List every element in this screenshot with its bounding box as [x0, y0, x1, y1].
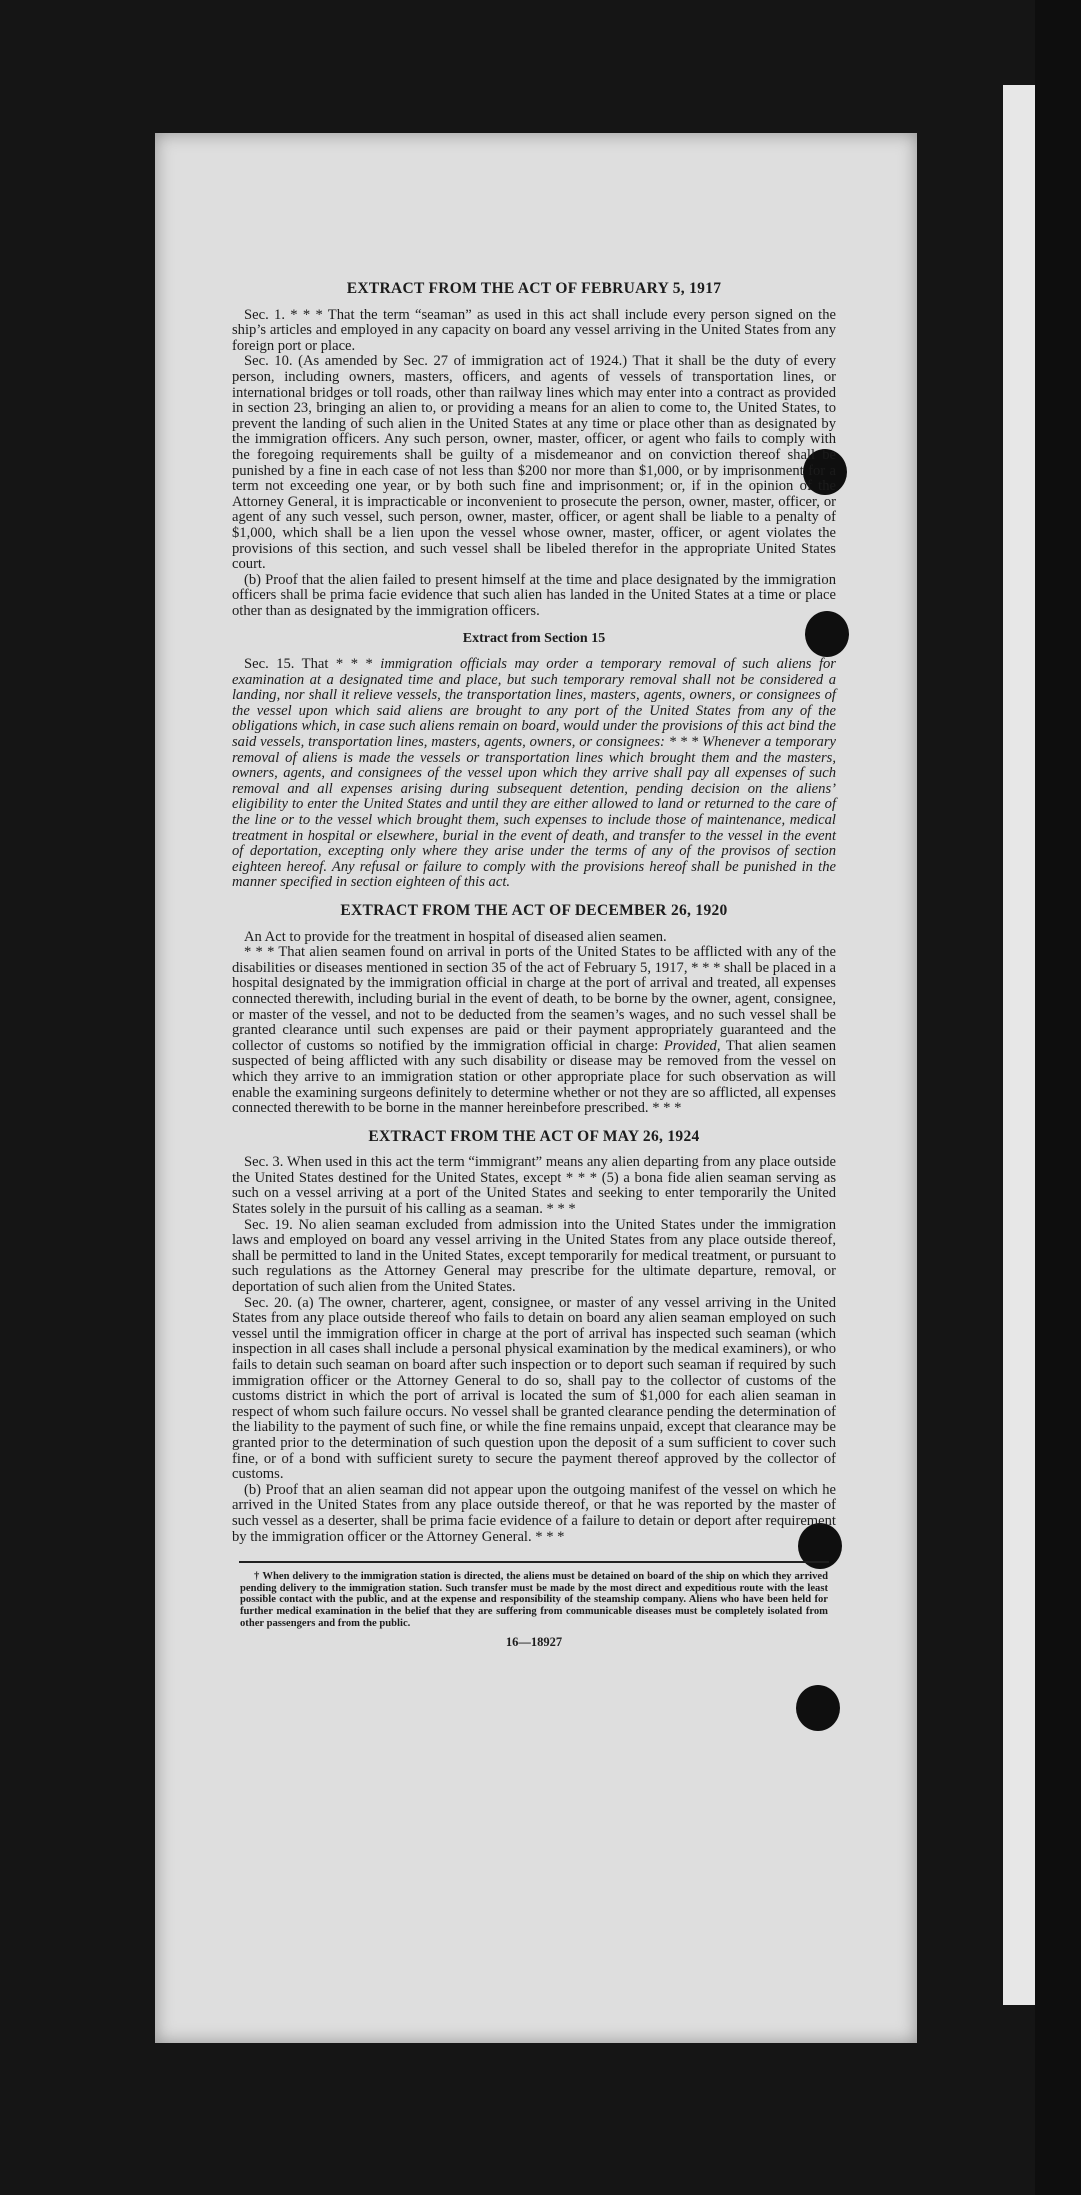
heading-act-1924: EXTRACT FROM THE ACT OF MAY 26, 1924 — [368, 1127, 700, 1145]
sec-15-body: immigration officials may order a temporary removal of such aliens for examination at a designated time and place, but such temporary removal shall not be considered a landing, nor shall it relieve vessels, the transportation lines, masters, agents, owners, or consignees of the vessel upon which said aliens are brought to any port of the United States from any of the obligations which, in case such aliens remain on board, would under the provisions of this act bind the said vessels, transportation lines, masters, agents, owners, or consignees: * * * Whenever a temporary removal of aliens is made the vessels or transportation lines which brought them and the masters, owners, agents, and consignees of the vessel upon which they arrive shall pay all expenses of such removal and all expenses arising during subsequent detention, pending decision on the aliens’ eligibility to enter the United States and until they are either allowed to land or returned to the care of the line or to the vessel which brought them, such expenses to include those of maintenance, medical treatment in hospital or elsewhere, burial in the event of death, and transfer to the vessel in the event of deportation, excepting only where they arise under the terms of any of the provisos of section eighteen hereof. Any refusal or failure to comply with the provisions hereof shall be punished in the manner specified in section eighteen of this act. — [232, 656, 836, 891]
sec-15-lead: Sec. 15. That * * * — [244, 656, 381, 673]
heading-act-1920: EXTRACT FROM THE ACT OF DECEMBER 26, 1920 — [340, 901, 728, 919]
1920-body-a: * * * That alien seamen found on arrival in ports of the United States to be afflicted with any of the disabilities or diseases mentioned in section 35 of the act of February 5, 1917, * * * shall be placed in a hospital designated by the immigration official in charge at the port of arrival and treated, all expenses connected therewith, including burial in the event of death, to be borne by the owner, agent, consignee, or master of the vessel, and not to be deducted from the seamen’s wages, and no such vessel shall be granted clearance until such expenses are paid or their payment appropriately guaranteed and the collector of customs so notified by the immigration official in charge: — [232, 944, 836, 1054]
form-number: 16—18927 — [505, 1635, 563, 1650]
document-sheet — [155, 133, 917, 2043]
footnote-divider — [239, 1561, 829, 1563]
paragraph-1920-body — [232, 945, 836, 1117]
footnote: † When delivery to the immigration station is directed, the aliens must be detained on board of the ship on which they arrived pending delivery to the immigration station. Such transfer must be made by the most direct and expeditious route with the least possible contact with the public, and at the expense and responsibility of the steamship company. Aliens who have been held for further medical examination in the belief that they are suffering from communicable diseases must be completely isolated from other passengers and from the public. — [240, 1571, 828, 1629]
document-text — [232, 281, 836, 1651]
paragraph-1920-title: An Act to provide for the treatment in hospital of diseased alien seamen. — [244, 928, 667, 945]
paragraph-sec-19: Sec. 19. No alien seaman excluded from admission into the United States under the immigration laws and employed on board any vessel arriving in the United States from any place outside thereof, shall be permitted to land in the United States, except temporarily for medical treatment, or pursuant to such regulations as the Attorney General may prescribe for the ultimate departure, removal, or deportation of such alien from the United States. — [232, 1216, 836, 1296]
punch-hole — [796, 1685, 840, 1731]
background-dark-margin — [1035, 0, 1081, 2195]
1920-body-c: That alien seamen suspected of being afflicted with any such disability or disease may be removed from the vessel on which they arrive to an immigration station or other appropriate place for such observation as will enable the examining surgeons definitely to determine whether or not they are so afflicted, all expenses connected therewith to be borne in the manner hereinbefore prescribed. * * * — [232, 1037, 837, 1117]
paragraph-sec-15 — [232, 657, 836, 891]
subheading-section-15: Extract from Section 15 — [462, 631, 606, 647]
paragraph-sec-10b: (b) Proof that the alien failed to present himself at the time and place designated by the immigration officers shall be prima facie evidence that such alien has landed in the United States at a time or place other than as designated by the immigration officers. — [232, 571, 836, 619]
paragraph-sec-20: Sec. 20. (a) The owner, charterer, agent, consignee, or master of any vessel arriving in the United States from any place outside thereof who fails to detain on board any alien seaman employed on such vessel until the immigration officer in charge at the port of arrival has inspected such seaman (which inspection in all cases shall include a personal physical examination by the medical examiners), or who fails to detain such seaman on board after such inspection or to deport such seaman if required by such immigration officer or the Attorney General to do so, shall pay to the collector of customs of the customs district in which the port of arrival is located the sum of $1,000 for each alien seaman in respect of whom such failure occurs. No vessel shall be granted clearance pending the determination of the liability to the payment of such fine, or while the fine remains unpaid, except that clearance may be granted prior to the determination of such question upon the deposit of a sum sufficient to cover such fine, or of a bond with sufficient surety to secure the payment thereof approved by the collector of customs. — [232, 1294, 836, 1483]
heading-act-1917: EXTRACT FROM THE ACT OF FEBRUARY 5, 1917 — [346, 280, 722, 297]
1920-provided: Provided, — [663, 1037, 721, 1054]
paragraph-sec-20b: (b) Proof that an alien seaman did not appear upon the outgoing manifest of the vessel on which he arrived in the United States from any place outside thereof, or that he was reported by the master of such vessel as a deserter, shall be prima facie evidence of a failure to detain or deport after requirement by the immigration officer or the Attorney General. * * * — [232, 1481, 836, 1545]
paragraph-sec-3: Sec. 3. When used in this act the term “immigrant” means any alien departing from any place outside the United States destined for the United States, except * * * (5) a bona fide alien seaman serving as such on a vessel arriving at a port of the United States and seeking to enter temporarily the United States solely in the pursuit of his calling as a seaman. * * * — [232, 1154, 836, 1218]
paragraph-sec-10: Sec. 10. (As amended by Sec. 27 of immigration act of 1924.) That it shall be the duty of every person, including owners, masters, officers, and agents of vessels of transportation lines, or international bridges or toll roads, other than railway lines which may enter into a contract as provided in section 23, bringing an alien to, or providing a means for an alien to come to, the United States, to prevent the landing of such alien in the United States at any time or place other than as designated by the immigration officers. Any such person, owner, master, officer, or agent who fails to comply with the foregoing requirements shall be guilty of a misdemeanor and on conviction thereof shall be punished by a fine in each case of not less than $200 nor more than $1,000, or by imprisonment for a term not exceeding one year, or by both such fine and imprisonment; or, if in the opinion of the Attorney General, it is impracticable or inconvenient to prosecute the person, owner, master, officer, or agent of any such vessel, such person, owner, master, officer, or agent shall be liable to a penalty of $1,000, which shall be a lien upon the vessel whose owner, master, officer, or agent violates the provisions of this section, and such vessel shall be libeled therefor in the appropriate United States court. — [232, 353, 836, 573]
paragraph-sec-1: Sec. 1. * * * That the term “seaman” as used in this act shall include every person signed on the ship’s articles and employed in any capacity on board any vessel arriving in the United States from any foreign port or place. — [232, 306, 836, 354]
